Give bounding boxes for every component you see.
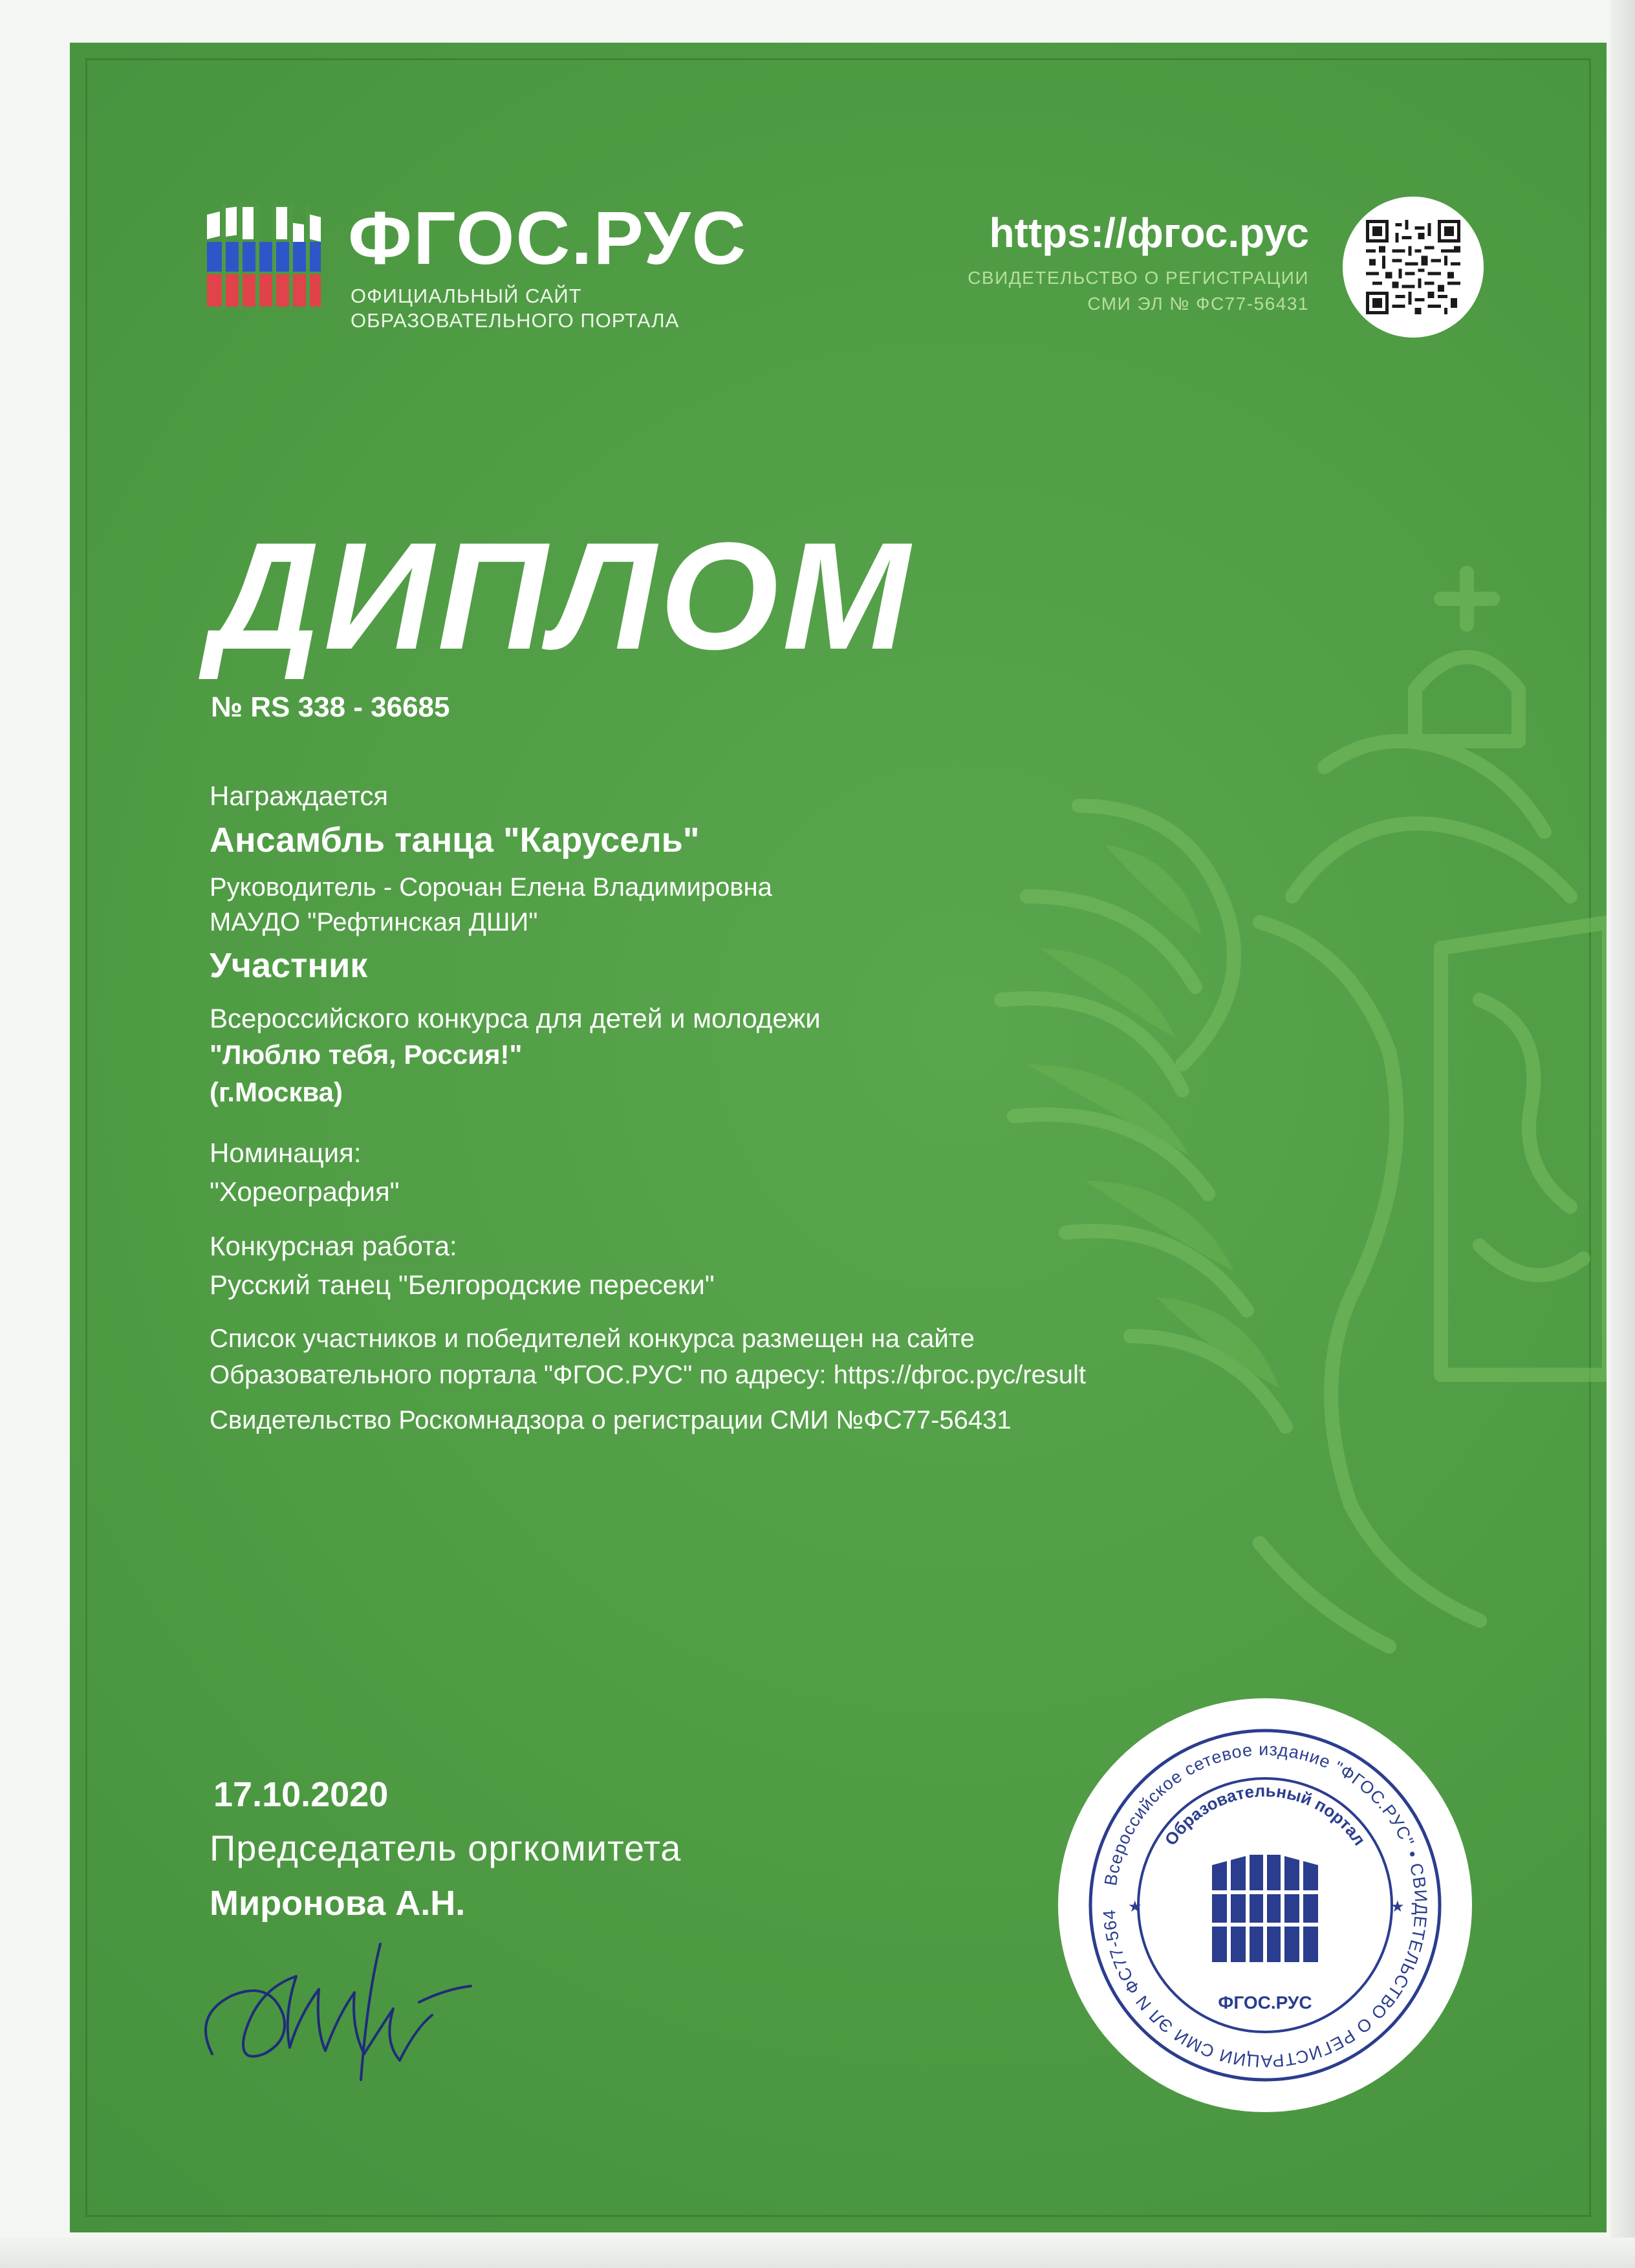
brand-subtitle-line2: ОБРАЗОВАТЕЛЬНОГО ПОРТАЛА — [351, 309, 680, 332]
registration-line2: СМИ ЭЛ № ФС77-56431 — [1087, 294, 1309, 314]
diploma-number: № RS 338 - 36685 — [211, 691, 450, 723]
brand-name: ФГОС.РУС — [348, 196, 748, 280]
seal-building-icon — [1212, 1855, 1318, 1962]
contest-label: Всероссийского конкурса для детей и молодежи — [210, 1003, 821, 1033]
results-list-line2: Образовательного портала "ФГОС.РУС" по адресу: https://фгос.рус/result — [210, 1361, 1087, 1389]
seal-star-right: ★ — [1391, 1897, 1405, 1916]
seal-graphic — [1058, 1698, 1472, 2112]
fgos-logo-icon — [207, 203, 321, 309]
double-headed-eagle-icon — [988, 534, 1607, 1698]
issue-date: 17.10.2020 — [213, 1775, 389, 1814]
organization-line: МАУДО "Рефтинская ДШИ" — [210, 908, 538, 936]
seal-star-left: ★ — [1128, 1897, 1142, 1916]
work-value: Русский танец "Белгородские пересеки" — [210, 1269, 715, 1300]
svg-text:Образовательный портал — [1161, 1781, 1370, 1849]
chair-label: Председатель оргкомитета — [210, 1828, 682, 1868]
recipient-name: Ансамбль танца "Карусель" — [210, 821, 700, 859]
seal-outer-text: Всероссийское сетевое издание "ФГОС.РУС" • СВИДЕТЕЛЬСТВО О РЕГИСТРАЦИИ СМИ ЭЛ N ФС77-564 — [1099, 1739, 1431, 2071]
official-seal — [1058, 1698, 1472, 2112]
participant-status: Участник — [210, 946, 368, 985]
diploma-sheet — [70, 43, 1607, 2232]
scan-edge-right — [1610, 0, 1635, 2268]
site-url: https://фгос.рус — [989, 210, 1309, 256]
leader-line: Руководитель - Сорочан Елена Владимировна — [210, 873, 772, 902]
diploma-title: ДИПЛОМ — [210, 511, 914, 682]
contest-city: (г.Москва) — [210, 1077, 343, 1107]
chair-name: Миронова А.Н. — [210, 1884, 466, 1923]
results-list-line1: Список участников и победителей конкурса размещен на сайте — [210, 1324, 975, 1353]
awarded-label: Награждается — [210, 781, 389, 811]
qr-code-icon — [1366, 220, 1460, 314]
registration-line1: СВИДЕТЕЛЬСТВО О РЕГИСТРАЦИИ — [968, 268, 1309, 288]
nomination-value: "Хореография" — [210, 1176, 400, 1207]
signature-icon — [186, 1918, 497, 2086]
qr-badge — [1343, 197, 1484, 338]
roskomnadzor-line: Свидетельство Роскомнадзора о регистрации СМИ №ФС77-56431 — [210, 1406, 1012, 1434]
work-label: Конкурсная работа: — [210, 1231, 457, 1261]
contest-name: "Люблю тебя, Россия!" — [210, 1039, 523, 1070]
nomination-label: Номинация: — [210, 1138, 362, 1168]
brand-subtitle-line1: ОФИЦИАЛЬНЫЙ САЙТ — [351, 285, 582, 307]
scan-edge-bottom — [0, 2238, 1635, 2268]
seal-inner-text: Образовательный портал — [1160, 1780, 1370, 1850]
seal-bottom-text: ФГОС.РУС — [1218, 1993, 1312, 2013]
